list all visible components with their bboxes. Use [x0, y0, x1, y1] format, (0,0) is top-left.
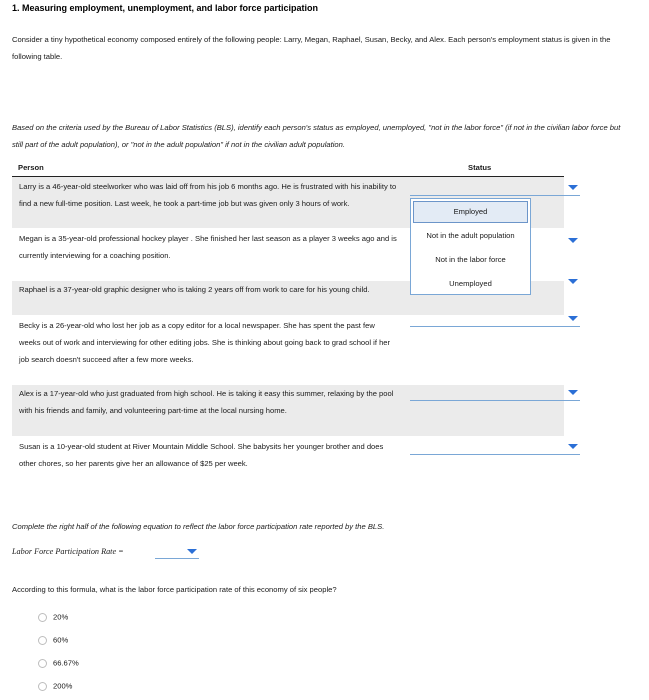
status-select-alex[interactable] [410, 386, 580, 401]
chevron-down-icon [568, 279, 578, 284]
question-title: 1. Measuring employment, unemployment, and labor force participation [12, 3, 319, 13]
chevron-down-icon [187, 549, 197, 554]
status-dropdown-menu [410, 198, 531, 295]
chevron-down-icon [568, 185, 578, 190]
answer-option-1[interactable] [38, 635, 68, 645]
answer-option-label: 60% [53, 635, 69, 645]
answer-option-label: 66.67% [53, 658, 79, 668]
table-row [12, 316, 564, 385]
column-header-person: Person [18, 163, 44, 172]
equation-instructions: Complete the right half of the following equation to reflect the labor force participation rate reported by the BLS. [12, 522, 385, 531]
table-header [12, 158, 564, 177]
person-description: Susan is a 10-year-old student at River Mountain Middle School. She babysits her younger brother and does other chores, so her parents give her an allowance of $25 per week. [19, 442, 384, 468]
dropdown-option-not-in-labor-force[interactable]: Not in the labor force [435, 255, 506, 264]
intro-text: Consider a tiny hypothetical economy composed entirely of the following people: Larry, Megan, Raphael, Susan, Becky, and Alex. Each person's employment status is given in the following table. [12, 35, 611, 61]
answer-option-label: 200% [53, 681, 73, 691]
person-description: Becky is a 26-year-old who lost her job as a copy editor for a local newspaper. She has spent the past few weeks out of work and interviewing for other editing jobs. She is thinking about going back to grad school if her job search doesn't succeed after a few more weeks. [19, 321, 391, 364]
status-select-larry[interactable] [410, 181, 580, 196]
status-select-becky[interactable] [410, 312, 580, 327]
radio-icon[interactable] [38, 613, 47, 622]
answer-option-3[interactable] [38, 681, 72, 691]
status-select-susan[interactable] [410, 440, 580, 455]
dropdown-option-selected-megan[interactable]: Not in the adult population [426, 231, 515, 240]
answer-option-2[interactable] [38, 658, 79, 668]
person-description: Larry is a 46-year-old steelworker who was laid off from his job 6 months ago. He is frustrated with his inability to find a new full-time position. Last week, he took a part-time job but was given only 3 hours of work. [19, 182, 397, 208]
column-header-status: Status [468, 163, 492, 172]
table-row [12, 437, 564, 472]
equation-select[interactable] [155, 546, 199, 559]
question-text: According to this formula, what is the labor force participation rate of this economy of six people? [12, 585, 337, 594]
answer-option-label: 20% [53, 612, 69, 622]
table-row [12, 385, 564, 437]
chevron-down-icon [568, 444, 578, 449]
answer-option-0[interactable] [38, 612, 68, 622]
radio-icon[interactable] [38, 636, 47, 645]
dropdown-option-selected-raphael[interactable]: Unemployed [449, 279, 492, 288]
person-description: Megan is a 35-year-old professional hockey player . She finished her last season as a player 3 weeks ago and is currently interviewing for a coaching position. [19, 234, 397, 260]
person-description: Raphael is a 37-year-old graphic designer who is taking 2 years off from work to care for his young child. [19, 285, 370, 294]
dropdown-option-employed[interactable]: Employed [413, 201, 528, 223]
equation-label: Labor Force Participation Rate = [12, 547, 124, 556]
instructions-text: Based on the criteria used by the Bureau of Labor Statistics (BLS), identify each person's status as employed, unemployed, "not in the labor force" (if not in the civilian labor force but still part of the adult population), or "not in the adult population" if not in the civilian adult population. [12, 123, 621, 149]
radio-icon[interactable] [38, 659, 47, 668]
chevron-down-icon [568, 238, 578, 243]
chevron-down-icon [568, 390, 578, 395]
person-description: Alex is a 17-year-old who just graduated from high school. He is taking it easy this summer, relaxing by the pool with his friends and family, and volunteering part-time at the local nursing home. [19, 389, 394, 415]
radio-icon[interactable] [38, 682, 47, 691]
chevron-down-icon [568, 316, 578, 321]
